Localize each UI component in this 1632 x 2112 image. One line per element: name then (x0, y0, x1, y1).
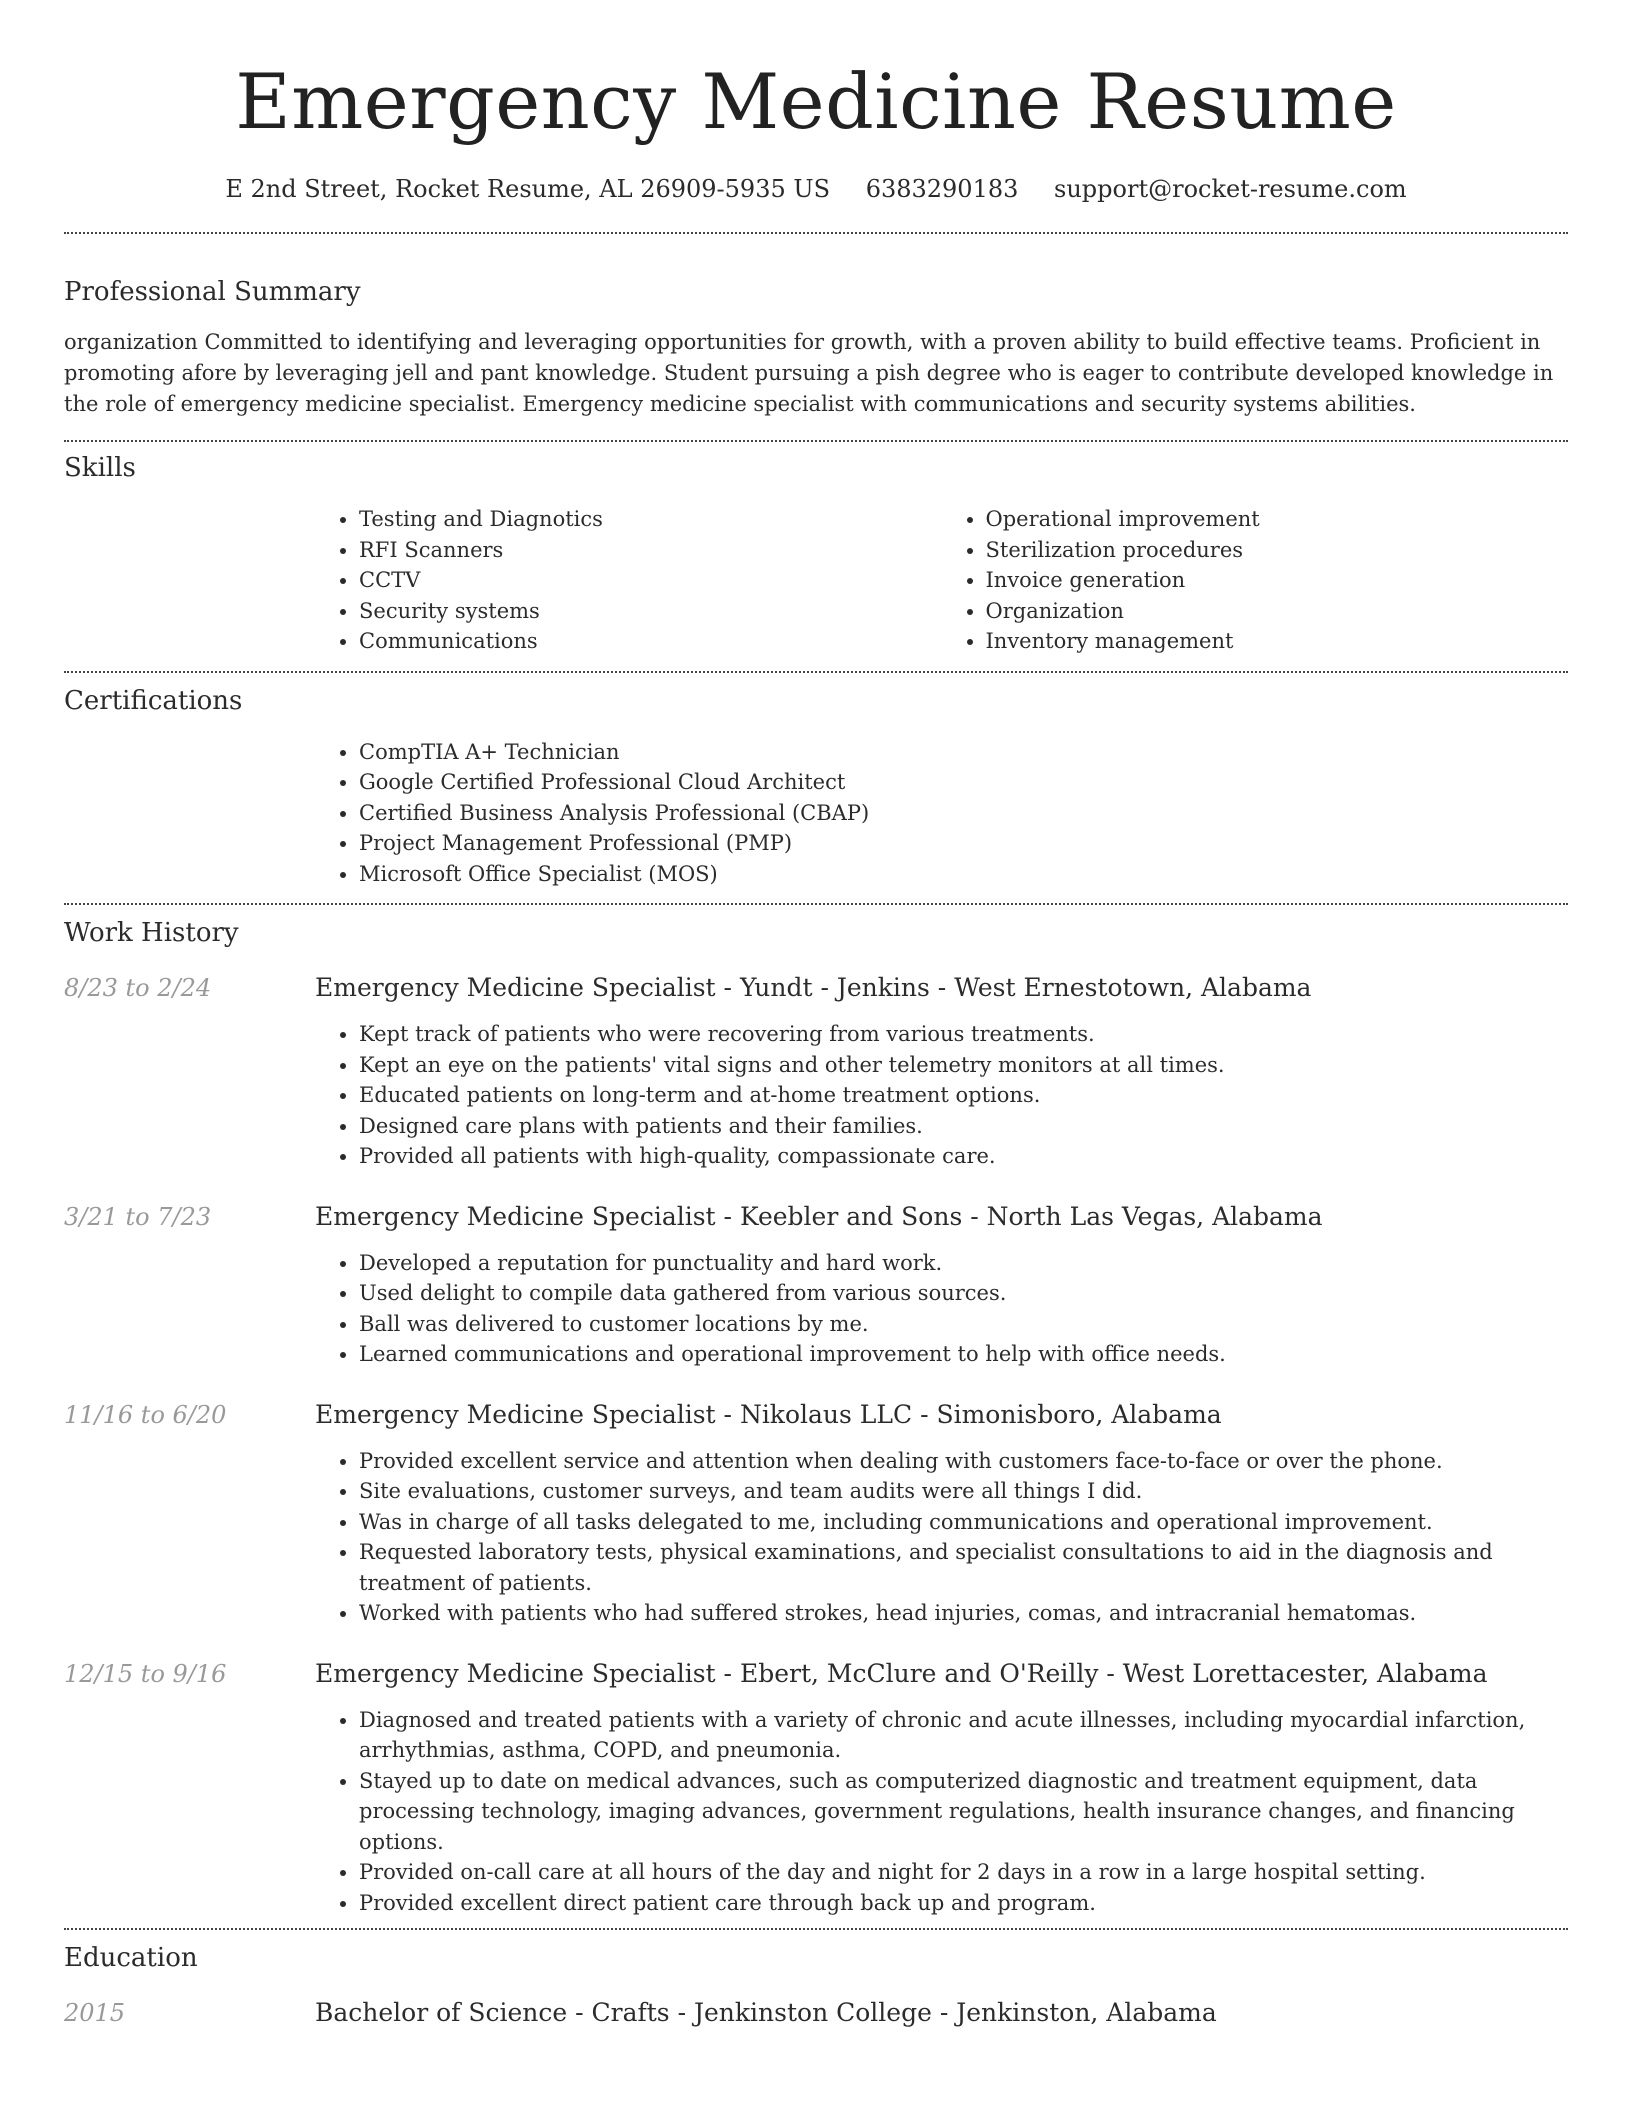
job-bullet: • Provided all patients with high-quality, compassionate care. (359, 1141, 1568, 1172)
job-bullet: • Developed a reputation for punctuality and hard work. (359, 1248, 1568, 1279)
job-title: Emergency Medicine Specialist - Ebert, McClure and O'Reilly - West Lorettacester, Alabama (315, 1658, 1488, 1688)
skill-item: • Organization (986, 596, 1569, 627)
skill-item: • Invoice generation (986, 565, 1569, 596)
job-bullet: • Kept track of patients who were recovering from various treatments. (359, 1019, 1568, 1050)
job-bullet: • Kept an eye on the patients' vital signs and other telemetry monitors at all times. (359, 1050, 1568, 1081)
work-heading: Work History (64, 918, 239, 948)
job-body (315, 1398, 1568, 1629)
certification-item: • Microsoft Office Specialist (MOS) (359, 859, 1568, 890)
job-date: 11/16 to 6/20 (64, 1400, 227, 1429)
job-bullet: • Educated patients on long-term and at-home treatment options. (359, 1080, 1568, 1111)
education-degree: Bachelor of Science - Crafts - Jenkinston College - Jenkinston, Alabama (315, 1998, 1217, 2027)
skills-grid (315, 504, 1568, 657)
contact-address: E 2nd Street, Rocket Resume, AL 26909-5935 US (225, 175, 831, 203)
job-bullets (315, 1446, 1568, 1629)
certification-item: • Google Certified Professional Cloud Architect (359, 767, 1568, 798)
job-bullet: • Used delight to compile data gathered from various sources. (359, 1278, 1568, 1309)
skill-item: • Operational improvement (986, 504, 1569, 535)
job-bullet: • Diagnosed and treated patients with a variety of chronic and acute illnesses, including myocardial infarction, arrhythmias, asthma, COPD, and pneumonia. (359, 1705, 1568, 1766)
job-bullets (315, 1019, 1568, 1172)
job-date: 8/23 to 2/24 (64, 974, 212, 1002)
skills-section (64, 440, 1568, 671)
resume-title: Emergency Medicine Resume (235, 57, 1397, 146)
job-entry (64, 1657, 1568, 1919)
job-body (315, 1200, 1568, 1370)
summary-section (64, 232, 1568, 440)
job-bullet: • Provided on-call care at all hours of the day and night for 2 days in a row in a large hospital setting. (359, 1857, 1568, 1888)
job-bullet: • Worked with patients who had suffered strokes, head injuries, comas, and intracranial hematomas. (359, 1598, 1568, 1629)
skills-list-left (315, 504, 942, 657)
resume-page (64, 0, 1568, 2030)
job-entry (64, 971, 1568, 1172)
job-bullets (315, 1705, 1568, 1919)
contact-email: support@rocket-resume.com (1054, 175, 1407, 203)
summary-heading: Professional Summary (64, 277, 361, 307)
skill-item: • Testing and Diagnotics (359, 504, 942, 535)
certifications-section (64, 671, 1568, 904)
job-bullets (315, 1248, 1568, 1370)
skill-item: • Sterilization procedures (986, 535, 1569, 566)
education-body (315, 1996, 1568, 2030)
certifications-list (315, 737, 1568, 890)
job-title: Emergency Medicine Specialist - Keebler and Sons - North Las Vegas, Alabama (315, 1201, 1323, 1231)
summary-text: organization Committed to identifying and leveraging opportunities for growth, with a proven ability to build effective teams. Proficient in promoting afore by leveraging jell and pant knowledge. Student pursuing a pish degree who is eager to contribute developed knowledge in the role of emergency medicine specialist. Emergency medicine specialist with communications and security systems abilities. (64, 330, 1554, 416)
education-heading: Education (64, 1943, 198, 1973)
skill-item: • Inventory management (986, 626, 1569, 657)
skill-item: • CCTV (359, 565, 942, 596)
education-entry (64, 1996, 1568, 2030)
job-entry (64, 1200, 1568, 1370)
job-bullet: • Provided excellent service and attention when dealing with customers face-to-face or over the phone. (359, 1446, 1568, 1477)
certification-item: • Certified Business Analysis Professional (CBAP) (359, 798, 1568, 829)
certification-item: • CompTIA A+ Technician (359, 737, 1568, 768)
job-bullet: • Site evaluations, customer surveys, and team audits were all things I did. (359, 1476, 1568, 1507)
skills-list-right (942, 504, 1569, 657)
job-body (315, 1657, 1568, 1919)
job-title: Emergency Medicine Specialist - Yundt - Jenkins - West Ernestotown, Alabama (315, 973, 1312, 1002)
certifications-heading: Certifications (64, 685, 243, 716)
skill-item: • Security systems (359, 596, 942, 627)
education-date: 2015 (64, 1999, 126, 2027)
job-entry (64, 1398, 1568, 1629)
contact-phone: 6383290183 (865, 175, 1019, 203)
job-date: 12/15 to 9/16 (64, 1659, 227, 1688)
job-bullet: • Was in charge of all tasks delegated to me, including communications and operational improvement. (359, 1507, 1568, 1538)
contact-line (64, 172, 1568, 206)
job-bullet: • Requested laboratory tests, physical examinations, and specialist consultations to aid in the diagnosis and treatment of patients. (359, 1537, 1568, 1598)
work-section (64, 903, 1568, 1928)
job-title: Emergency Medicine Specialist - Nikolaus LLC - Simonisboro, Alabama (315, 1399, 1222, 1429)
job-bullet: • Stayed up to date on medical advances, such as computerized diagnostic and treatment equipment, data processing technology, imaging advances, government regulations, health insurance changes, and financing options. (359, 1766, 1568, 1858)
job-body (315, 971, 1568, 1172)
job-bullet: • Designed care plans with patients and their families. (359, 1111, 1568, 1142)
job-bullet: • Provided excellent direct patient care through back up and program. (359, 1888, 1568, 1919)
job-bullet: • Ball was delivered to customer locations by me. (359, 1309, 1568, 1340)
skill-item: • Communications (359, 626, 942, 657)
skill-item: • RFI Scanners (359, 535, 942, 566)
job-date: 3/21 to 7/23 (64, 1202, 212, 1231)
education-section (64, 1928, 1568, 2030)
skills-heading: Skills (64, 453, 136, 483)
certification-item: • Project Management Professional (PMP) (359, 828, 1568, 859)
job-bullet: • Learned communications and operational improvement to help with office needs. (359, 1339, 1568, 1370)
